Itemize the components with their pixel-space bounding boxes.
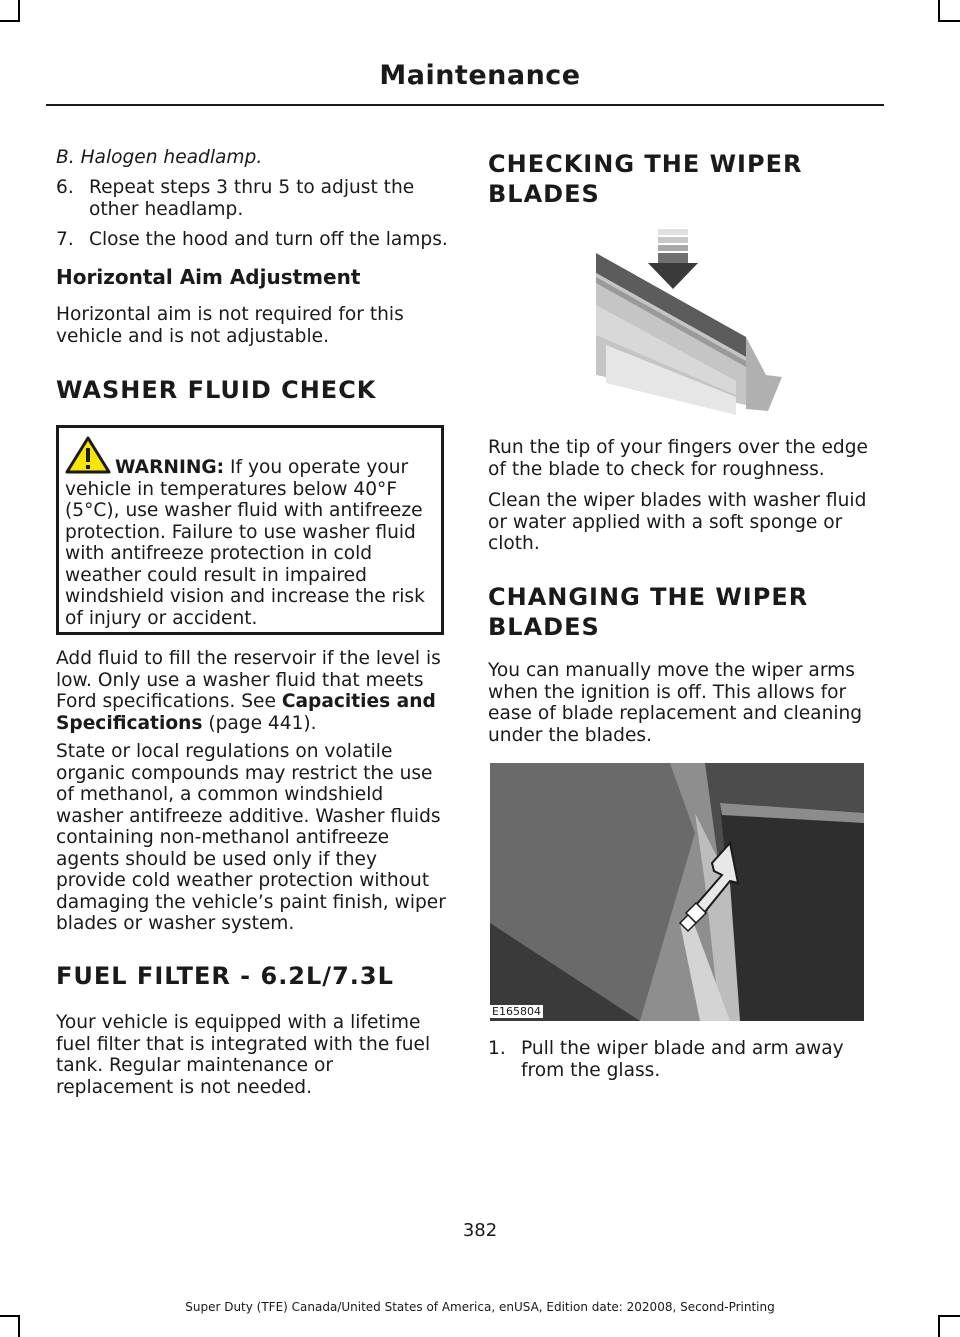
wiper-arm-scene (490, 763, 864, 1021)
crop-mark (0, 1315, 20, 1317)
page-title: Maintenance (379, 60, 581, 91)
warning-box (56, 425, 444, 635)
clean-blades-text: Clean the wiper blades with washer fluid or water applied with a soft sponge or cloth. (488, 490, 867, 554)
warning-label: WARNING: (115, 457, 225, 478)
step-text: Close the hood and turn off the lamps. (89, 229, 448, 250)
add-fluid-text-b: (page 441). (202, 712, 317, 734)
section-heading-horizontal-aim: Horizontal Aim Adjustment (56, 265, 361, 289)
list-item (56, 229, 448, 251)
crop-mark (938, 0, 940, 22)
step-number: 7. (56, 229, 74, 250)
crop-mark (940, 20, 960, 22)
run-tip-text: Run the tip of your fingers over the edge of the blade to check for roughness. (488, 437, 868, 480)
manual-move-text: You can manually move the wiper arms when the ignition is off. This allows for ease of blade replacement and cleaning under the blades. (488, 660, 863, 746)
capacities-link[interactable]: Capacities and Specifications (56, 691, 436, 734)
wiper-blade-illustration (596, 225, 782, 421)
crop-mark (18, 0, 20, 22)
horizontal-aim-text: Horizontal aim is not required for this vehicle and is not adjustable. (56, 304, 404, 347)
crop-mark (938, 1315, 940, 1337)
warning-body: If you operate your vehicle in temperatures below 40°F (5°C), use washer fluid with antifreeze protection. Failure to use washer fluid with antifreeze protection in cold weather could result in impaired windshield vision and increase the risk of injury or accident. (65, 457, 425, 629)
figure-caption-b: B. Halogen headlamp. (56, 147, 263, 168)
regulations-text: State or local regulations on volatile organic compounds may restrict the use of methanol, a common windshield washer antifreeze additive. Washer fluids containing non-methanol antifreeze agents should be used only if they provide cold weather protection without damaging the vehicle’s paint finish, wiper blades or washer system. (56, 741, 446, 934)
crop-mark (940, 1315, 960, 1317)
page-number: 382 (462, 1220, 498, 1241)
crop-mark (18, 1315, 20, 1337)
section-heading-changing-wiper-2: BLADES (488, 613, 600, 641)
wiper-arm-photo (490, 763, 864, 1021)
warning-text (65, 457, 437, 629)
step-text: Repeat steps 3 thru 5 to adjust the other headlamp. (89, 177, 415, 220)
step-number: 1. (488, 1038, 506, 1059)
section-heading-changing-wiper-1: CHANGING THE WIPER (488, 583, 809, 611)
section-heading-checking-wiper-2: BLADES (488, 180, 600, 208)
figure-code: E165804 (492, 1005, 541, 1018)
fuel-filter-text: Your vehicle is equipped with a lifetime fuel filter that is integrated with the fuel tank. Regular maintenance or replacement is not needed. (56, 1012, 431, 1098)
step-text: Pull the wiper blade and arm away from the glass. (521, 1038, 844, 1081)
step-number: 6. (56, 177, 74, 198)
section-heading-fuel-filter: FUEL FILTER - 6.2L/7.3L (56, 962, 394, 990)
section-heading-checking-wiper-1: CHECKING THE WIPER (488, 150, 803, 178)
list-item (488, 1038, 880, 1082)
list-item (56, 177, 448, 221)
header-divider (46, 104, 884, 106)
add-fluid-text (56, 648, 448, 734)
section-heading-washer-fluid: WASHER FLUID CHECK (56, 376, 377, 404)
crop-mark (0, 20, 20, 22)
add-fluid-text-a: Add fluid to fill the reservoir if the level is low. Only use a washer fluid that meets Ford specifications. See (56, 648, 441, 712)
page-footer: Super Duty (TFE) Canada/United States of America, enUSA, Edition date: 202008, Second-Printing (185, 1300, 775, 1314)
